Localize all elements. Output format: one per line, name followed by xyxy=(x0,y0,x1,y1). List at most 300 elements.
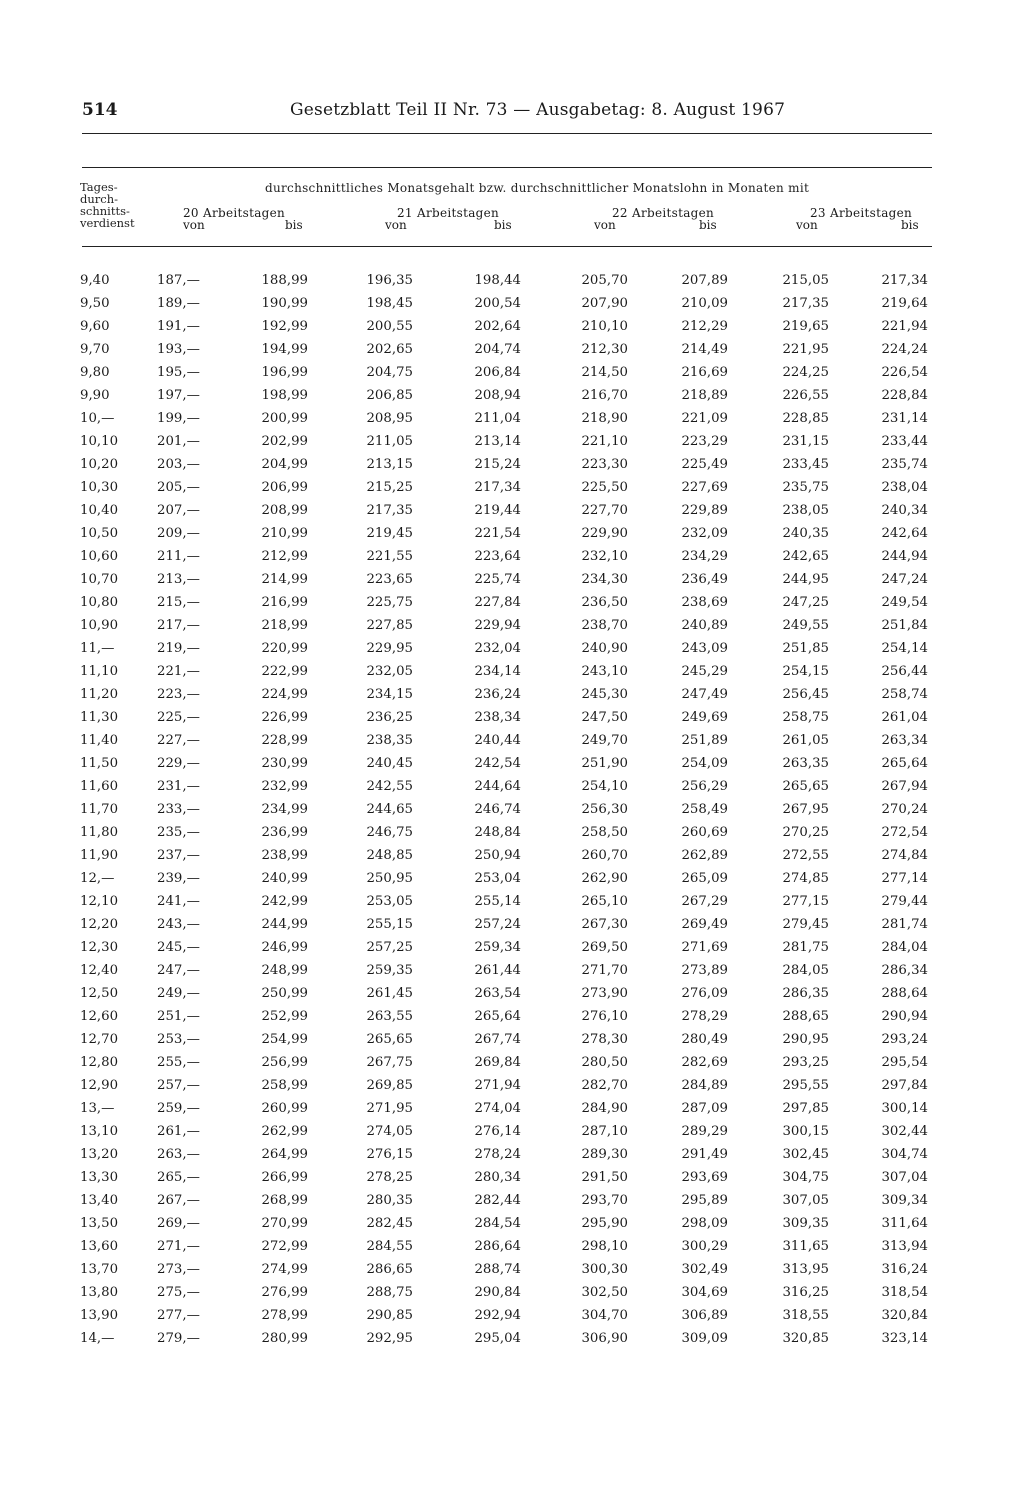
daily-earnings-cell: 10,20 xyxy=(80,457,119,472)
days22-to-cell: 254,09 xyxy=(681,756,728,771)
days22-to-cell: 234,29 xyxy=(681,549,728,564)
days23-to-cell: 233,44 xyxy=(881,434,928,449)
days23-to-cell: 249,54 xyxy=(881,595,928,610)
days20-from-cell: 195,— xyxy=(157,365,200,380)
days22-from-cell: 207,90 xyxy=(581,296,628,311)
days23-from-cell: 274,85 xyxy=(782,871,829,886)
table-row xyxy=(0,526,1024,549)
page-number: 514 xyxy=(82,100,118,120)
days23-to-cell: 235,74 xyxy=(881,457,928,472)
days22-to-cell: 298,09 xyxy=(681,1216,728,1231)
table-row xyxy=(0,618,1024,641)
days22-to-cell: 267,29 xyxy=(681,894,728,909)
table-row xyxy=(0,1147,1024,1170)
days23-to-cell: 311,64 xyxy=(881,1216,928,1231)
days21-from-cell: 242,55 xyxy=(366,779,413,794)
days22-from-cell: 254,10 xyxy=(581,779,628,794)
days23-from-cell: 279,45 xyxy=(782,917,829,932)
table-row xyxy=(0,549,1024,572)
days22-to-cell: 216,69 xyxy=(681,365,728,380)
days21-to-cell: 221,54 xyxy=(474,526,521,541)
days23-from-cell: 309,35 xyxy=(782,1216,829,1231)
days22-to-cell: 243,09 xyxy=(681,641,728,656)
group-21-to-label: bis xyxy=(494,218,512,232)
daily-earnings-cell: 12,90 xyxy=(80,1078,119,1093)
days23-from-cell: 281,75 xyxy=(782,940,829,955)
days23-from-cell: 320,85 xyxy=(782,1331,829,1346)
days23-to-cell: 263,34 xyxy=(881,733,928,748)
days22-to-cell: 207,89 xyxy=(681,273,728,288)
daily-earnings-cell: 10,90 xyxy=(80,618,119,633)
daily-earnings-cell: 11,10 xyxy=(80,664,119,679)
days21-to-cell: 223,64 xyxy=(474,549,521,564)
days23-from-cell: 251,85 xyxy=(782,641,829,656)
days20-from-cell: 279,— xyxy=(157,1331,200,1346)
days23-to-cell: 293,24 xyxy=(881,1032,928,1047)
days22-to-cell: 273,89 xyxy=(681,963,728,978)
first-col-header-line: schnitts- xyxy=(80,204,130,218)
days20-from-cell: 275,— xyxy=(157,1285,200,1300)
days21-from-cell: 250,95 xyxy=(366,871,413,886)
table-row xyxy=(0,319,1024,342)
days21-from-cell: 223,65 xyxy=(366,572,413,587)
days20-from-cell: 261,— xyxy=(157,1124,200,1139)
days23-to-cell: 244,94 xyxy=(881,549,928,564)
days21-to-cell: 240,44 xyxy=(474,733,521,748)
days22-from-cell: 218,90 xyxy=(581,411,628,426)
days21-to-cell: 229,94 xyxy=(474,618,521,633)
days21-to-cell: 269,84 xyxy=(474,1055,521,1070)
table-row xyxy=(0,940,1024,963)
days20-to-cell: 244,99 xyxy=(261,917,308,932)
days22-from-cell: 232,10 xyxy=(581,549,628,564)
days23-from-cell: 254,15 xyxy=(782,664,829,679)
days21-from-cell: 217,35 xyxy=(366,503,413,518)
days22-to-cell: 269,49 xyxy=(681,917,728,932)
days20-to-cell: 262,99 xyxy=(261,1124,308,1139)
days20-from-cell: 207,— xyxy=(157,503,200,518)
days21-to-cell: 211,04 xyxy=(474,411,521,426)
days23-to-cell: 228,84 xyxy=(881,388,928,403)
daily-earnings-cell: 11,40 xyxy=(80,733,119,748)
days20-from-cell: 231,— xyxy=(157,779,200,794)
days21-to-cell: 255,14 xyxy=(474,894,521,909)
days20-to-cell: 242,99 xyxy=(261,894,308,909)
days20-from-cell: 257,— xyxy=(157,1078,200,1093)
days20-from-cell: 239,— xyxy=(157,871,200,886)
days21-from-cell: 267,75 xyxy=(366,1055,413,1070)
days20-to-cell: 220,99 xyxy=(261,641,308,656)
days20-from-cell: 193,— xyxy=(157,342,200,357)
days22-from-cell: 267,30 xyxy=(581,917,628,932)
days22-from-cell: 295,90 xyxy=(581,1216,628,1231)
table-row xyxy=(0,1262,1024,1285)
days23-to-cell: 270,24 xyxy=(881,802,928,817)
days23-from-cell: 288,65 xyxy=(782,1009,829,1024)
table-top-rule xyxy=(82,167,932,168)
days22-to-cell: 223,29 xyxy=(681,434,728,449)
days22-from-cell: 245,30 xyxy=(581,687,628,702)
days22-from-cell: 214,50 xyxy=(581,365,628,380)
days23-to-cell: 318,54 xyxy=(881,1285,928,1300)
group-20-from-label: von xyxy=(183,218,205,232)
days23-to-cell: 288,64 xyxy=(881,986,928,1001)
table-row xyxy=(0,756,1024,779)
days20-from-cell: 213,— xyxy=(157,572,200,587)
salary-table-body xyxy=(0,273,1024,1354)
daily-earnings-cell: 10,40 xyxy=(80,503,119,518)
days23-to-cell: 307,04 xyxy=(881,1170,928,1185)
days23-from-cell: 240,35 xyxy=(782,526,829,541)
days22-to-cell: 236,49 xyxy=(681,572,728,587)
days23-from-cell: 304,75 xyxy=(782,1170,829,1185)
days22-to-cell: 304,69 xyxy=(681,1285,728,1300)
days22-to-cell: 300,29 xyxy=(681,1239,728,1254)
days21-from-cell: 276,15 xyxy=(366,1147,413,1162)
days23-to-cell: 286,34 xyxy=(881,963,928,978)
days22-to-cell: 260,69 xyxy=(681,825,728,840)
days23-to-cell: 274,84 xyxy=(881,848,928,863)
days22-from-cell: 205,70 xyxy=(581,273,628,288)
days21-to-cell: 204,74 xyxy=(474,342,521,357)
days21-to-cell: 215,24 xyxy=(474,457,521,472)
days22-from-cell: 302,50 xyxy=(581,1285,628,1300)
days20-to-cell: 250,99 xyxy=(261,986,308,1001)
days22-from-cell: 234,30 xyxy=(581,572,628,587)
daily-earnings-cell: 13,40 xyxy=(80,1193,119,1208)
days23-from-cell: 290,95 xyxy=(782,1032,829,1047)
days22-to-cell: 258,49 xyxy=(681,802,728,817)
days23-to-cell: 240,34 xyxy=(881,503,928,518)
daily-earnings-cell: 10,80 xyxy=(80,595,119,610)
days23-to-cell: 261,04 xyxy=(881,710,928,725)
days22-to-cell: 295,89 xyxy=(681,1193,728,1208)
days23-from-cell: 318,55 xyxy=(782,1308,829,1323)
days21-to-cell: 274,04 xyxy=(474,1101,521,1116)
first-col-header-line: Tages- xyxy=(80,180,118,194)
days22-to-cell: 238,69 xyxy=(681,595,728,610)
days23-from-cell: 226,55 xyxy=(782,388,829,403)
days20-to-cell: 254,99 xyxy=(261,1032,308,1047)
days21-to-cell: 200,54 xyxy=(474,296,521,311)
daily-earnings-cell: 11,90 xyxy=(80,848,119,863)
days22-from-cell: 256,30 xyxy=(581,802,628,817)
days23-to-cell: 254,14 xyxy=(881,641,928,656)
days22-from-cell: 269,50 xyxy=(581,940,628,955)
table-row xyxy=(0,1032,1024,1055)
daily-earnings-cell: 13,— xyxy=(80,1101,115,1116)
days20-to-cell: 210,99 xyxy=(261,526,308,541)
days21-to-cell: 234,14 xyxy=(474,664,521,679)
days23-from-cell: 221,95 xyxy=(782,342,829,357)
days23-from-cell: 249,55 xyxy=(782,618,829,633)
days20-from-cell: 267,— xyxy=(157,1193,200,1208)
table-row xyxy=(0,480,1024,503)
table-row xyxy=(0,848,1024,871)
days23-to-cell: 279,44 xyxy=(881,894,928,909)
days23-from-cell: 263,35 xyxy=(782,756,829,771)
days22-to-cell: 232,09 xyxy=(681,526,728,541)
days23-to-cell: 231,14 xyxy=(881,411,928,426)
days23-to-cell: 295,54 xyxy=(881,1055,928,1070)
days23-from-cell: 270,25 xyxy=(782,825,829,840)
days21-from-cell: 202,65 xyxy=(366,342,413,357)
daily-earnings-cell: 9,90 xyxy=(80,388,110,403)
days22-to-cell: 265,09 xyxy=(681,871,728,886)
days21-from-cell: 240,45 xyxy=(366,756,413,771)
days21-to-cell: 292,94 xyxy=(474,1308,521,1323)
days22-from-cell: 276,10 xyxy=(581,1009,628,1024)
days21-from-cell: 253,05 xyxy=(366,894,413,909)
days22-to-cell: 280,49 xyxy=(681,1032,728,1047)
days23-to-cell: 217,34 xyxy=(881,273,928,288)
table-row xyxy=(0,595,1024,618)
days20-to-cell: 246,99 xyxy=(261,940,308,955)
days20-from-cell: 187,— xyxy=(157,273,200,288)
days22-from-cell: 223,30 xyxy=(581,457,628,472)
daily-earnings-cell: 13,90 xyxy=(80,1308,119,1323)
days22-to-cell: 271,69 xyxy=(681,940,728,955)
days23-from-cell: 256,45 xyxy=(782,687,829,702)
days20-to-cell: 280,99 xyxy=(261,1331,308,1346)
group-22-to-label: bis xyxy=(699,218,717,232)
days21-to-cell: 286,64 xyxy=(474,1239,521,1254)
daily-earnings-cell: 12,40 xyxy=(80,963,119,978)
days20-from-cell: 205,— xyxy=(157,480,200,495)
days21-to-cell: 217,34 xyxy=(474,480,521,495)
days23-to-cell: 284,04 xyxy=(881,940,928,955)
table-row xyxy=(0,802,1024,825)
table-row xyxy=(0,779,1024,802)
days21-to-cell: 213,14 xyxy=(474,434,521,449)
days20-from-cell: 237,— xyxy=(157,848,200,863)
daily-earnings-cell: 12,60 xyxy=(80,1009,119,1024)
days22-from-cell: 287,10 xyxy=(581,1124,628,1139)
days22-from-cell: 227,70 xyxy=(581,503,628,518)
days21-from-cell: 261,45 xyxy=(366,986,413,1001)
days23-from-cell: 219,65 xyxy=(782,319,829,334)
daily-earnings-cell: 12,70 xyxy=(80,1032,119,1047)
days22-from-cell: 273,90 xyxy=(581,986,628,1001)
days22-to-cell: 284,89 xyxy=(681,1078,728,1093)
days21-to-cell: 263,54 xyxy=(474,986,521,1001)
days23-from-cell: 233,45 xyxy=(782,457,829,472)
days22-to-cell: 289,29 xyxy=(681,1124,728,1139)
days20-to-cell: 272,99 xyxy=(261,1239,308,1254)
days20-from-cell: 199,— xyxy=(157,411,200,426)
days22-to-cell: 276,09 xyxy=(681,986,728,1001)
days22-to-cell: 302,49 xyxy=(681,1262,728,1277)
days20-to-cell: 234,99 xyxy=(261,802,308,817)
days20-to-cell: 218,99 xyxy=(261,618,308,633)
days23-to-cell: 219,64 xyxy=(881,296,928,311)
days21-from-cell: 208,95 xyxy=(366,411,413,426)
days20-from-cell: 191,— xyxy=(157,319,200,334)
days23-from-cell: 235,75 xyxy=(782,480,829,495)
group-header-20-days: 20 Arbeitstagen xyxy=(183,206,286,220)
days20-from-cell: 235,— xyxy=(157,825,200,840)
days22-from-cell: 280,50 xyxy=(581,1055,628,1070)
table-row xyxy=(0,710,1024,733)
daily-earnings-cell: 9,50 xyxy=(80,296,110,311)
days22-to-cell: 214,49 xyxy=(681,342,728,357)
days23-to-cell: 277,14 xyxy=(881,871,928,886)
daily-earnings-cell: 10,10 xyxy=(80,434,119,449)
daily-earnings-cell: 11,— xyxy=(80,641,115,656)
days22-from-cell: 291,50 xyxy=(581,1170,628,1185)
days22-to-cell: 262,89 xyxy=(681,848,728,863)
daily-earnings-cell: 10,30 xyxy=(80,480,119,495)
days20-to-cell: 188,99 xyxy=(261,273,308,288)
days21-to-cell: 278,24 xyxy=(474,1147,521,1162)
days22-from-cell: 271,70 xyxy=(581,963,628,978)
days21-from-cell: 196,35 xyxy=(366,273,413,288)
daily-earnings-cell: 12,— xyxy=(80,871,115,886)
table-row xyxy=(0,1055,1024,1078)
table-row xyxy=(0,1216,1024,1239)
days21-from-cell: 236,25 xyxy=(366,710,413,725)
days23-to-cell: 251,84 xyxy=(881,618,928,633)
days20-from-cell: 217,— xyxy=(157,618,200,633)
days22-to-cell: 247,49 xyxy=(681,687,728,702)
table-row xyxy=(0,1285,1024,1308)
days21-to-cell: 248,84 xyxy=(474,825,521,840)
table-row xyxy=(0,342,1024,365)
days22-from-cell: 249,70 xyxy=(581,733,628,748)
table-row xyxy=(0,687,1024,710)
days21-from-cell: 271,95 xyxy=(366,1101,413,1116)
days21-from-cell: 219,45 xyxy=(366,526,413,541)
days23-to-cell: 281,74 xyxy=(881,917,928,932)
daily-earnings-cell: 11,20 xyxy=(80,687,119,702)
daily-earnings-cell: 9,70 xyxy=(80,342,110,357)
days21-to-cell: 244,64 xyxy=(474,779,521,794)
table-row xyxy=(0,986,1024,1009)
table-row xyxy=(0,1193,1024,1216)
table-row xyxy=(0,434,1024,457)
days21-to-cell: 257,24 xyxy=(474,917,521,932)
days21-from-cell: 292,95 xyxy=(366,1331,413,1346)
days21-from-cell: 204,75 xyxy=(366,365,413,380)
days22-from-cell: 278,30 xyxy=(581,1032,628,1047)
days22-from-cell: 236,50 xyxy=(581,595,628,610)
days23-from-cell: 242,65 xyxy=(782,549,829,564)
days20-to-cell: 194,99 xyxy=(261,342,308,357)
daily-earnings-cell: 13,50 xyxy=(80,1216,119,1231)
days23-to-cell: 316,24 xyxy=(881,1262,928,1277)
table-row xyxy=(0,1308,1024,1331)
days20-from-cell: 243,— xyxy=(157,917,200,932)
days23-from-cell: 316,25 xyxy=(782,1285,829,1300)
days23-to-cell: 309,34 xyxy=(881,1193,928,1208)
days21-from-cell: 290,85 xyxy=(366,1308,413,1323)
daily-earnings-cell: 13,60 xyxy=(80,1239,119,1254)
days21-to-cell: 295,04 xyxy=(474,1331,521,1346)
days20-to-cell: 216,99 xyxy=(261,595,308,610)
days21-from-cell: 259,35 xyxy=(366,963,413,978)
daily-earnings-cell: 10,70 xyxy=(80,572,119,587)
days20-from-cell: 265,— xyxy=(157,1170,200,1185)
days20-to-cell: 204,99 xyxy=(261,457,308,472)
group-23-to-label: bis xyxy=(901,218,919,232)
group-23-from-label: von xyxy=(796,218,818,232)
days23-to-cell: 323,14 xyxy=(881,1331,928,1346)
days20-from-cell: 245,— xyxy=(157,940,200,955)
days21-from-cell: 280,35 xyxy=(366,1193,413,1208)
days21-from-cell: 263,55 xyxy=(366,1009,413,1024)
days20-to-cell: 264,99 xyxy=(261,1147,308,1162)
days23-from-cell: 286,35 xyxy=(782,986,829,1001)
daily-earnings-cell: 9,80 xyxy=(80,365,110,380)
days22-from-cell: 260,70 xyxy=(581,848,628,863)
days23-from-cell: 313,95 xyxy=(782,1262,829,1277)
days20-to-cell: 224,99 xyxy=(261,687,308,702)
group-21-from-label: von xyxy=(385,218,407,232)
days21-from-cell: 274,05 xyxy=(366,1124,413,1139)
daily-earnings-cell: 11,80 xyxy=(80,825,119,840)
group-22-from-label: von xyxy=(594,218,616,232)
days20-from-cell: 263,— xyxy=(157,1147,200,1162)
days20-from-cell: 223,— xyxy=(157,687,200,702)
days22-from-cell: 247,50 xyxy=(581,710,628,725)
days21-from-cell: 248,85 xyxy=(366,848,413,863)
days23-to-cell: 300,14 xyxy=(881,1101,928,1116)
days23-to-cell: 302,44 xyxy=(881,1124,928,1139)
days21-from-cell: 198,45 xyxy=(366,296,413,311)
days23-from-cell: 277,15 xyxy=(782,894,829,909)
daily-earnings-cell: 9,60 xyxy=(80,319,110,334)
table-row xyxy=(0,296,1024,319)
days21-from-cell: 265,65 xyxy=(366,1032,413,1047)
days20-to-cell: 206,99 xyxy=(261,480,308,495)
table-row xyxy=(0,273,1024,296)
daily-earnings-cell: 9,40 xyxy=(80,273,110,288)
days21-from-cell: 278,25 xyxy=(366,1170,413,1185)
days21-to-cell: 250,94 xyxy=(474,848,521,863)
days23-to-cell: 221,94 xyxy=(881,319,928,334)
days20-to-cell: 196,99 xyxy=(261,365,308,380)
days23-from-cell: 247,25 xyxy=(782,595,829,610)
days22-from-cell: 284,90 xyxy=(581,1101,628,1116)
days23-from-cell: 258,75 xyxy=(782,710,829,725)
days21-to-cell: 284,54 xyxy=(474,1216,521,1231)
daily-earnings-cell: 14,— xyxy=(80,1331,115,1346)
days20-to-cell: 278,99 xyxy=(261,1308,308,1323)
days21-from-cell: 232,05 xyxy=(366,664,413,679)
days21-from-cell: 255,15 xyxy=(366,917,413,932)
days20-to-cell: 252,99 xyxy=(261,1009,308,1024)
days23-to-cell: 258,74 xyxy=(881,687,928,702)
days21-from-cell: 225,75 xyxy=(366,595,413,610)
days20-from-cell: 253,— xyxy=(157,1032,200,1047)
table-row xyxy=(0,894,1024,917)
days22-from-cell: 216,70 xyxy=(581,388,628,403)
daily-earnings-cell: 12,50 xyxy=(80,986,119,1001)
days21-to-cell: 253,04 xyxy=(474,871,521,886)
daily-earnings-cell: 13,70 xyxy=(80,1262,119,1277)
monthly-salary-main-header: durchschnittliches Monatsgehalt bzw. durchschnittlicher Monatslohn in Monaten mit xyxy=(265,181,810,195)
daily-earnings-cell: 13,10 xyxy=(80,1124,119,1139)
days20-to-cell: 276,99 xyxy=(261,1285,308,1300)
days22-from-cell: 240,90 xyxy=(581,641,628,656)
days20-from-cell: 225,— xyxy=(157,710,200,725)
days23-from-cell: 293,25 xyxy=(782,1055,829,1070)
days23-to-cell: 238,04 xyxy=(881,480,928,495)
table-row xyxy=(0,1239,1024,1262)
days22-to-cell: 293,69 xyxy=(681,1170,728,1185)
days23-to-cell: 256,44 xyxy=(881,664,928,679)
days21-from-cell: 244,65 xyxy=(366,802,413,817)
